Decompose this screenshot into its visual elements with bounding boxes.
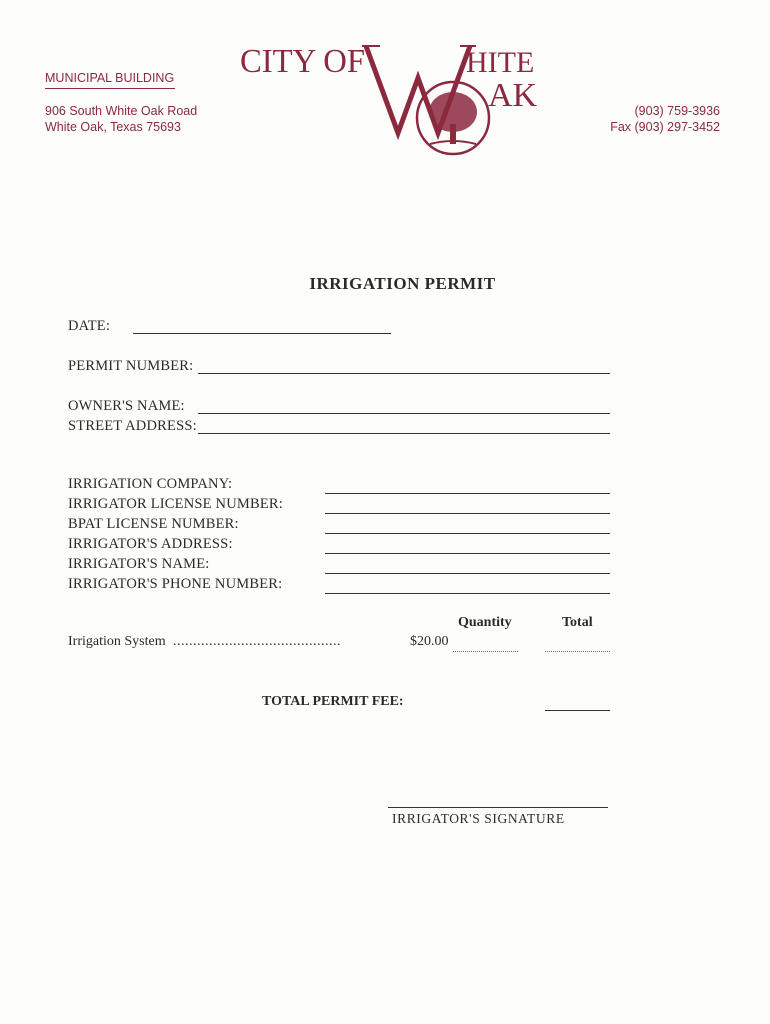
signature-field[interactable] xyxy=(388,807,608,808)
logo-city-of: CITY OF xyxy=(240,43,365,80)
irrigator-address-label: IRRIGATOR'S ADDRESS: xyxy=(68,536,233,552)
logo-ak: AK xyxy=(488,77,538,114)
item-label: Irrigation System xyxy=(68,634,166,649)
total-permit-fee-label: TOTAL PERMIT FEE: xyxy=(262,694,404,709)
street-address-field[interactable] xyxy=(198,433,610,434)
irrigator-name-field[interactable] xyxy=(325,573,610,574)
permit-number-field[interactable] xyxy=(198,373,610,374)
fax-number: Fax (903) 297-3452 xyxy=(610,120,720,134)
irrigation-company-field[interactable] xyxy=(325,493,610,494)
address-line-2: White Oak, Texas 75693 xyxy=(45,120,181,134)
logo-hite: HITE xyxy=(466,46,535,79)
item-leader-dots: .......................................... xyxy=(173,634,341,649)
quantity-field[interactable] xyxy=(453,651,518,652)
permit-number-label: PERMIT NUMBER: xyxy=(68,358,194,374)
irrigator-license-field[interactable] xyxy=(325,513,610,514)
item-total-field[interactable] xyxy=(545,651,610,652)
phone-number: (903) 759-3936 xyxy=(634,104,720,118)
address-line-1: 906 South White Oak Road xyxy=(45,104,198,118)
owners-name-field[interactable] xyxy=(198,413,610,414)
irrigator-license-label: IRRIGATOR LICENSE NUMBER: xyxy=(68,496,283,512)
irrigator-phone-field[interactable] xyxy=(325,593,610,594)
item-price: $20.00 xyxy=(410,634,449,649)
quantity-header: Quantity xyxy=(458,615,512,630)
irrigator-address-field[interactable] xyxy=(325,553,610,554)
owners-name-label: OWNER'S NAME: xyxy=(68,398,185,414)
irrigator-name-label: IRRIGATOR'S NAME: xyxy=(68,556,210,572)
date-field[interactable] xyxy=(133,333,391,334)
form-title: IRRIGATION PERMIT xyxy=(309,274,496,293)
date-label: DATE: xyxy=(68,318,111,334)
irrigation-company-label: IRRIGATION COMPANY: xyxy=(68,476,233,492)
signature-label: IRRIGATOR'S SIGNATURE xyxy=(392,811,565,826)
bpat-license-label: BPAT LICENSE NUMBER: xyxy=(68,516,239,532)
total-header: Total xyxy=(562,615,593,630)
irrigator-phone-label: IRRIGATOR'S PHONE NUMBER: xyxy=(68,576,283,592)
city-logo xyxy=(238,38,538,158)
street-address-label: STREET ADDRESS: xyxy=(68,418,197,434)
total-permit-fee-field[interactable] xyxy=(545,710,610,711)
header-rule xyxy=(45,88,175,89)
department-name: MUNICIPAL BUILDING xyxy=(45,71,175,85)
bpat-license-field[interactable] xyxy=(325,533,610,534)
